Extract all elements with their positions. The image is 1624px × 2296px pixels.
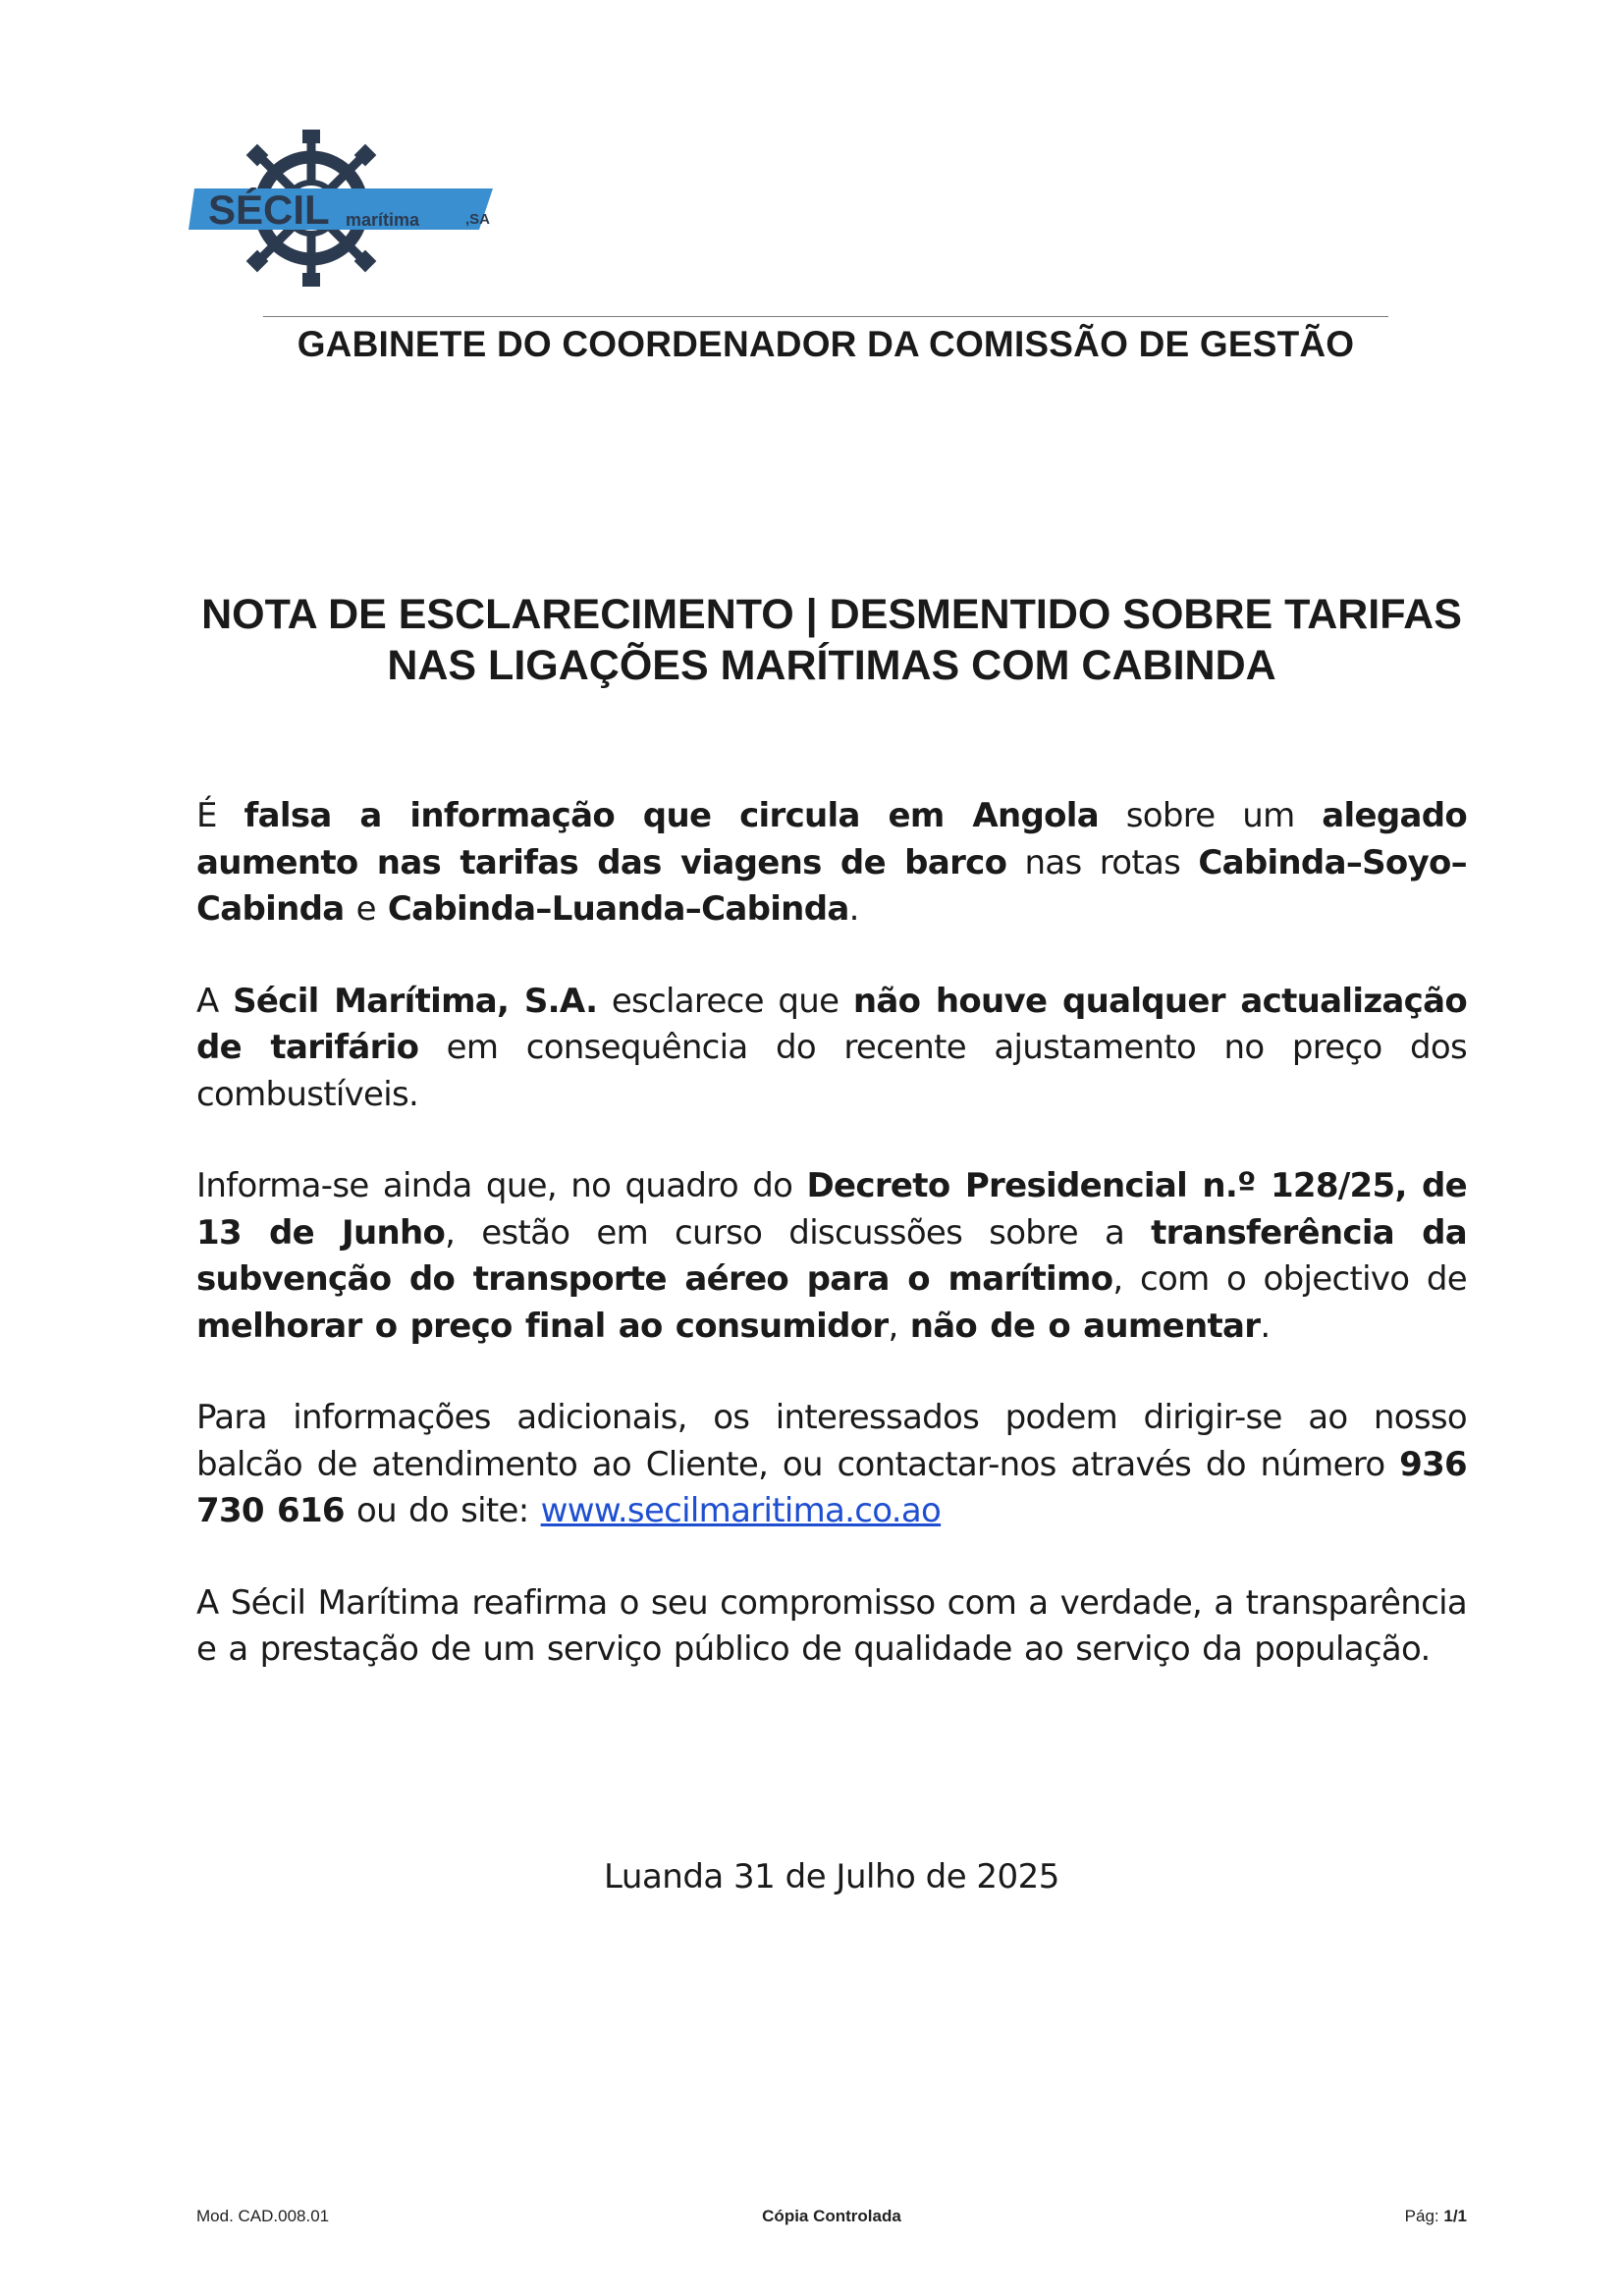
title-line-1: NOTA DE ESCLARECIMENTO | DESMENTIDO SOBRE TARIFAS — [201, 591, 1462, 638]
logo-main-text: SÉCIL — [208, 187, 330, 233]
page-number — [1405, 2207, 1467, 2226]
document-date: Luanda 31 de Julho de 2025 — [604, 1857, 1059, 1896]
text: . — [1260, 1306, 1271, 1346]
bold-text: transferência da subvenção do transporte aéreo para o marítimo — [196, 1212, 1467, 1299]
bold-text: Decreto Presidencial n.º 128/25, de 13 de Junho — [196, 1166, 1467, 1253]
text: É — [196, 796, 244, 835]
text: , com o objectivo de — [1112, 1259, 1467, 1299]
bold-text: Cabinda–Luanda–Cabinda — [387, 889, 849, 929]
text: Para informações adicionais, os interessados podem dirigir-se ao nosso balcão de atendimento ao Cliente, ou contactar-nos através do número — [196, 1398, 1467, 1484]
text: A — [196, 981, 234, 1021]
controlled-copy-label: Cópia Controlada — [762, 2207, 901, 2225]
paragraph-3 — [196, 1163, 1467, 1350]
text: e — [344, 889, 388, 929]
text: esclarece que — [597, 981, 853, 1021]
text: Informa-se ainda que, no quadro do — [196, 1166, 807, 1205]
form-code: Mod. CAD.008.01 — [196, 2207, 330, 2225]
logo-suffix-text: ,SA — [465, 211, 491, 228]
page-label: Pág: — [1404, 2207, 1444, 2225]
paragraph-4 — [196, 1395, 1467, 1535]
office-header: GABINETE DO COORDENADOR DA COMISSÃO DE GESTÃO — [297, 324, 1355, 364]
bold-text: Sécil Marítima, S.A. — [233, 981, 598, 1021]
bold-text: falsa a informação que circula em Angola — [244, 796, 1099, 835]
title-line-2: NAS LIGAÇÕES MARÍTIMAS COM CABINDA — [387, 642, 1276, 689]
text: ou do site: — [344, 1491, 541, 1530]
bold-text: não houve qualquer actualização de tarifário — [196, 981, 1468, 1067]
bold-text: não de o aumentar — [909, 1306, 1261, 1346]
document-body — [196, 793, 1467, 1719]
text: em consequência do recente ajustamento no preço dos combustíveis. — [196, 1028, 1467, 1114]
phone-number: 936 730 616 — [196, 1444, 1467, 1530]
logo-sub-text: marítima — [346, 210, 420, 230]
company-logo — [189, 130, 522, 287]
document-title — [177, 589, 1487, 691]
text: A Sécil Marítima reafirma o seu compromisso com a verdade, a transparência e a prestação de um serviço público de qualidade ao serviço da população. — [196, 1582, 1467, 1669]
text: . — [848, 889, 859, 929]
bold-text: Cabinda–Soyo–Cabinda — [196, 842, 1467, 929]
text: , estão em curso discussões sobre a — [445, 1212, 1152, 1253]
text: , — [888, 1306, 910, 1346]
paragraph-5 — [196, 1580, 1467, 1674]
website-link[interactable]: www.secilmaritima.co.ao — [540, 1491, 942, 1530]
header-divider — [263, 316, 1388, 317]
bold-text: alegado aumento nas tarifas das viagens de barco — [196, 796, 1468, 882]
paragraph-1 — [196, 793, 1467, 934]
text: sobre um — [1099, 796, 1323, 835]
bold-text: melhorar o preço final ao consumidor — [196, 1306, 889, 1346]
paragraph-2 — [196, 979, 1467, 1119]
page-value: 1/1 — [1443, 2207, 1467, 2225]
ship-wheel-logo-icon — [189, 130, 522, 287]
text: nas rotas — [1006, 842, 1199, 882]
